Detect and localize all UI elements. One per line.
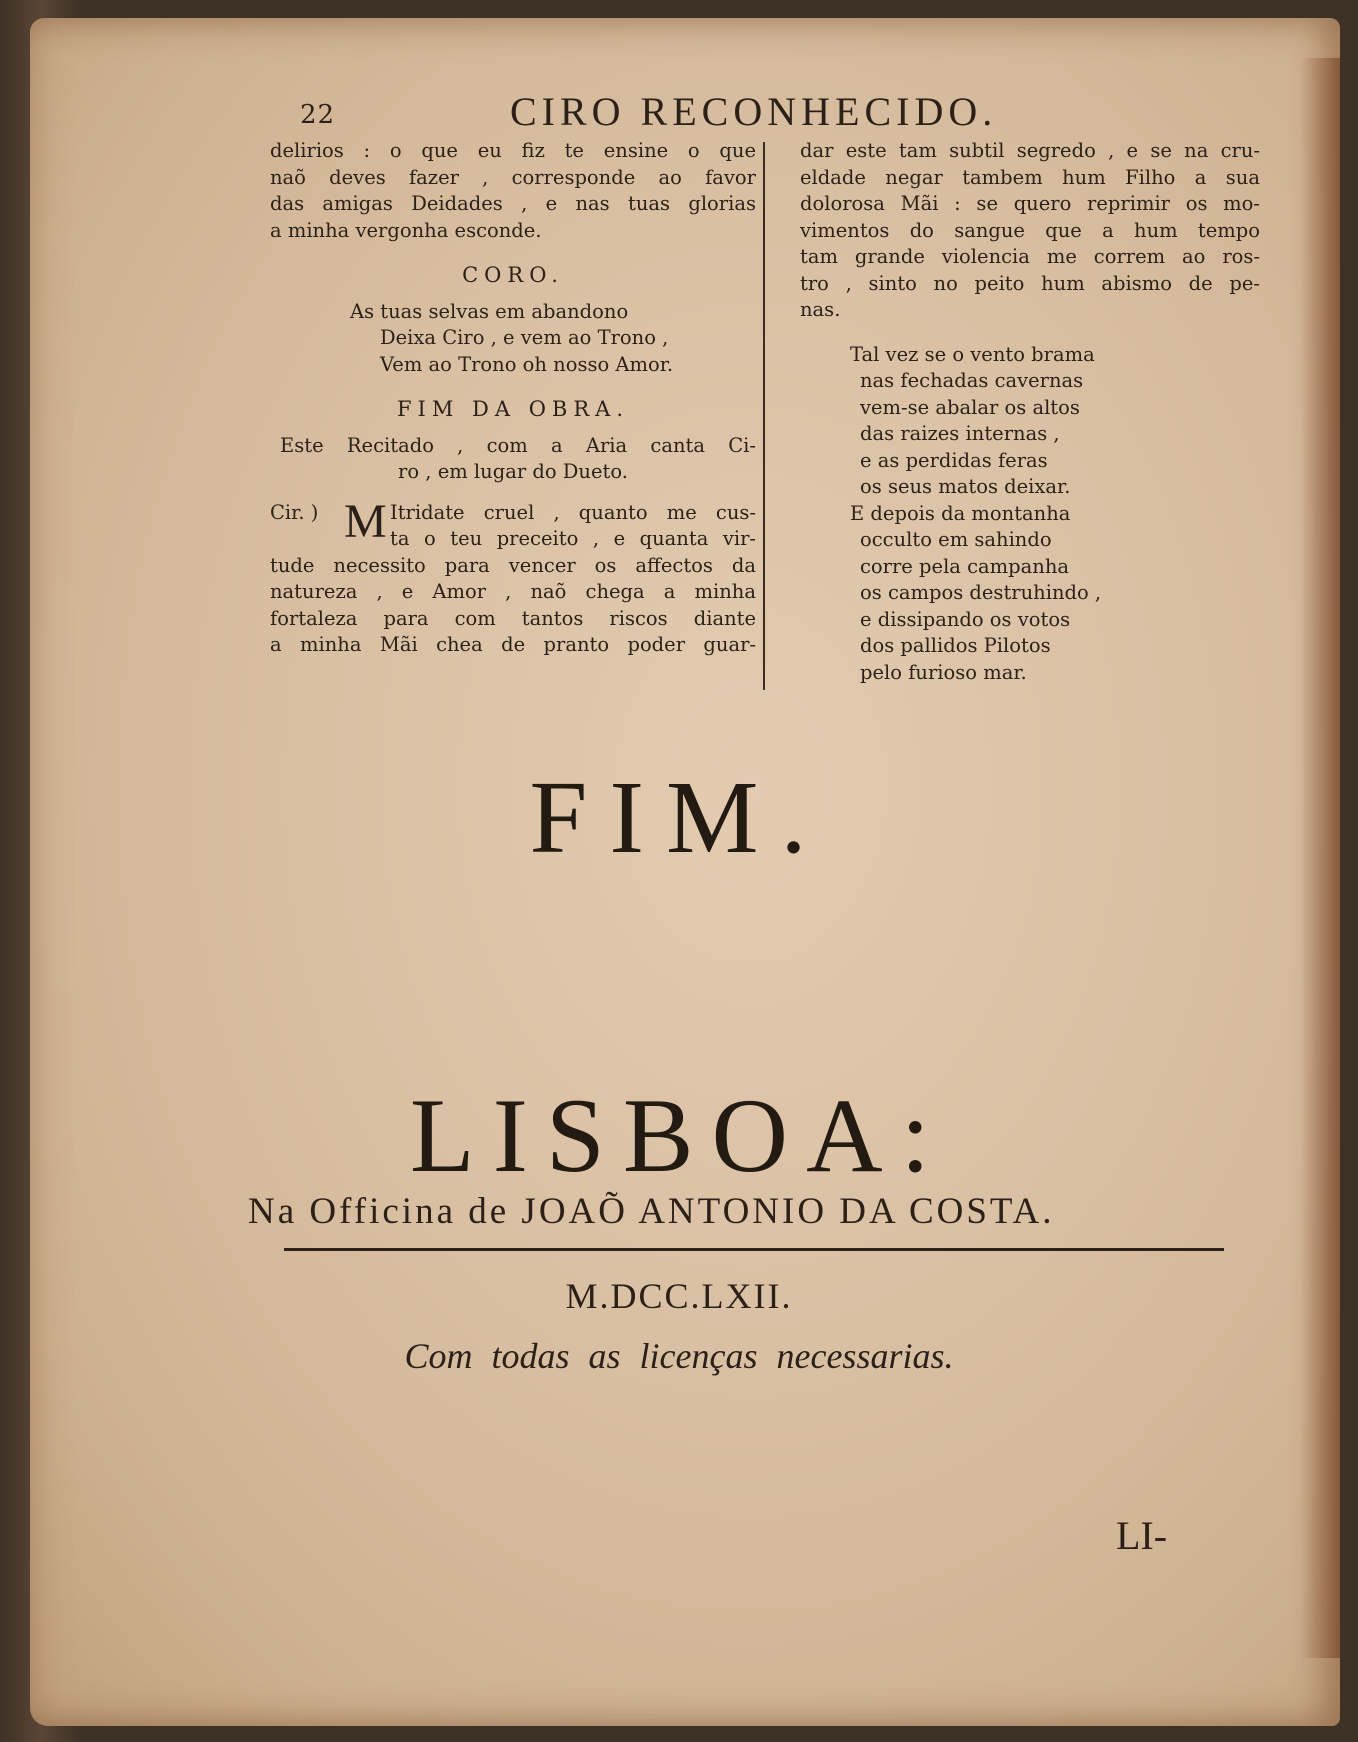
- text-line: a minha Mãi chea de pranto poder guar-: [270, 633, 756, 656]
- text-line: dolorosa Mãi : se quero reprimir os mo-: [800, 192, 1260, 215]
- right-column: [800, 138, 1260, 686]
- chorus-verse: [270, 299, 756, 379]
- verse-line: os seus matos deixar.: [860, 475, 1071, 498]
- text-line: fortaleza para com tantos riscos diante: [270, 606, 756, 630]
- text-line: tude necessito para vencer os affectos da: [270, 553, 756, 577]
- verse-line: das raizes internas ,: [860, 422, 1060, 445]
- speaker-label: Cir. ): [270, 500, 319, 524]
- text-line: Itridate cruel , quanto me cus-: [390, 500, 756, 524]
- text-line: ta o teu preceito , e quanta vir-: [390, 527, 756, 550]
- page-number: 22: [300, 100, 336, 130]
- imprint-city: LISBOA:: [409, 1077, 949, 1194]
- imprint-date: M.DCC.LXII.: [565, 1276, 793, 1316]
- drop-cap: M: [344, 494, 387, 548]
- verse-line: vem-se abalar os altos: [860, 395, 1080, 419]
- fim-title: FIM.: [529, 760, 829, 875]
- chorus-heading: CORO.: [462, 263, 564, 287]
- verse-line: nas fechadas cavernas: [860, 369, 1084, 392]
- text-line: naõ deves fazer , corresponde ao favor: [270, 165, 756, 189]
- verse-line: corre pela campanha: [860, 554, 1070, 578]
- text-line: vimentos do sangue que a hum tempo: [800, 218, 1260, 242]
- text-line: delirios : o que eu fiz te ensine o que: [270, 139, 756, 162]
- verse-line: As tuas selvas em abandono: [350, 299, 629, 323]
- text-line: a minha vergonha esconde.: [270, 218, 542, 242]
- imprint-line: [248, 1190, 1258, 1233]
- printer-name: JOAÕ ANTONIO DA COSTA.: [521, 1191, 1055, 1232]
- verse-line: occulto em sahindo: [860, 528, 1052, 551]
- imprint-rule: [284, 1248, 1224, 1251]
- running-title: CIRO RECONHECIDO.: [510, 89, 998, 134]
- text-line: eldade negar tambem hum Filho a sua: [800, 165, 1260, 189]
- imprint-prefix: Na Officina de: [248, 1191, 510, 1232]
- column-divider: [763, 142, 765, 690]
- verse-line: dos pallidos Pilotos: [860, 634, 1051, 657]
- stage-note-line: ro , em lugar do Dueto.: [398, 460, 628, 483]
- speech-block: [270, 494, 756, 659]
- verse-line: Vem ao Trono oh nosso Amor.: [380, 352, 674, 376]
- verse-line: os campos destruhindo ,: [860, 581, 1102, 604]
- text-line: natureza , e Amor , naõ chega a minha: [270, 580, 756, 603]
- text-line: nas.: [800, 298, 841, 321]
- text-line: tam grande violencia me correm ao ros-: [800, 245, 1260, 268]
- verse-line: e dissipando os votos: [860, 607, 1071, 631]
- left-column: [270, 138, 756, 659]
- text-line: tro , sinto no peito hum abismo de pe-: [800, 271, 1260, 295]
- stage-note-line: Este Recitado , com a Aria canta Ci-: [280, 433, 756, 457]
- license-line: Com todas as licenças necessarias.: [404, 1336, 954, 1376]
- end-of-work-heading: FIM DA OBRA.: [396, 397, 630, 421]
- aria-verse: [800, 342, 1260, 687]
- verse-line: pelo furioso mar.: [860, 660, 1027, 684]
- verse-line: e as perdidas feras: [860, 448, 1048, 472]
- text-line: das amigas Deidades , e nas tuas glorias: [270, 192, 756, 215]
- verse-line: E depois da montanha: [850, 501, 1071, 525]
- verse-line: Deixa Ciro , e vem ao Trono ,: [380, 326, 669, 349]
- verse-line: Tal vez se o vento brama: [850, 342, 1095, 366]
- catchword: LI-: [1116, 1513, 1168, 1558]
- running-head: [300, 88, 1100, 138]
- text-line: dar este tam subtil segredo , e se na cru-: [800, 139, 1260, 162]
